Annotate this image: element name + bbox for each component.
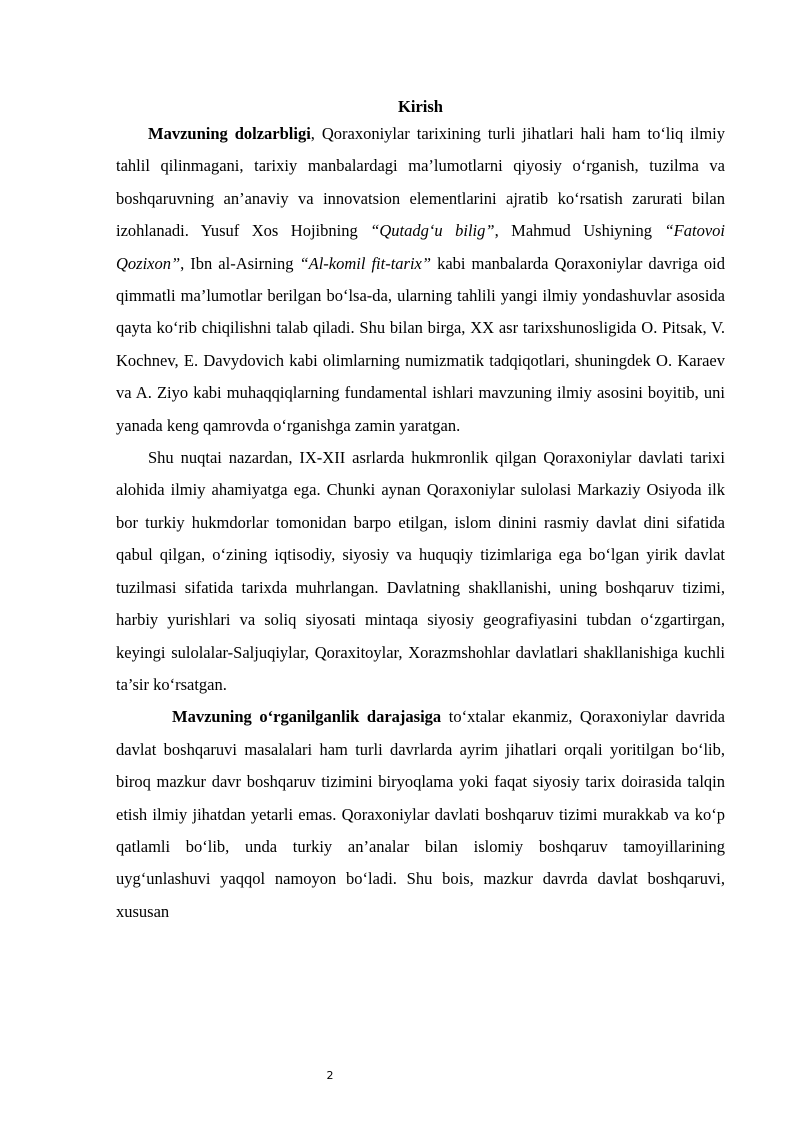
source-title: “Fatovoi Qozixon” bbox=[116, 221, 725, 273]
paragraph-text: to‘xtalar ekanmiz, Qoraxoniylar davrida davlat boshqaruvi masalalari ham turli davrlarda ayrim jihatlari orqali yoritilgan bo‘lib, biroq mazkur davr boshqaruv tizimini biryoqlama yoki faqat siyosiy tarix doirasida talqin etish ilmiy jihatdan yetarli emas. Qoraxoniylar davlati boshqaruv tizimi murakkab va ko‘p qatlamli bo‘lib, unda turkiy an’analar bilan islomiy boshqaruv tamoyillarining uyg‘unlashuvi yaqqol namoyon bo‘ladi. Shu bois, mazkur davrda davlat boshqaruvi, xususan bbox=[116, 707, 725, 921]
page-number: 2 bbox=[326, 1069, 334, 1082]
section-title: Kirish bbox=[398, 97, 443, 116]
document-page bbox=[116, 96, 725, 928]
paragraph-significance: Shu nuqtai nazardan, IX-XII asrlarda hukmronlik qilgan Qoraxoniylar davlati tarixi alohida ilmiy ahamiyatga ega. Chunki aynan Qoraxoniylar sulolasi Markaziy Osiyoda ilk bor turkiy hukmdorlar tomonidan barpo etilgan, islom dinini rasmiy davlat dini sifatida qabul qilgan, o‘zining iqtisodiy, siyosiy va huquqiy tizimlariga ega bo‘lgan yirik davlat tuzilmasi sifatida tarixda muhrlangan. Davlatning shakllanishi, uning boshqaruv tizimi, harbiy yurishlari va soliq siyosati mintaqa siyosiy geografiyasini tubdan o‘zgartirgan, keyingi sulolalar-Saljuqiylar, Qoraxitoylar, Xorazmshohlar davlatlari shakllanishiga kuchli ta’sir ko‘rsatgan. bbox=[116, 448, 725, 694]
paragraph-text: , Qoraxoniylar tarixining turli jihatlari hali ham to‘liq ilmiy tahlil qilinmagani, tarixiy manbalardagi ma’lumotlarni qiyosiy o‘rganish, tuzilma va boshqaruvning an’anaviy va innovatsion elementlarini ajratib ko‘rsatish zarurati bilan izohlanadi. Yusuf Xos Hojibning bbox=[116, 124, 725, 241]
source-title: “Al-komil fit-tarix” bbox=[299, 253, 432, 273]
paragraph-relevance bbox=[116, 118, 725, 442]
paragraph-text: , Ibn al-Asirning bbox=[180, 253, 300, 273]
paragraph-study-level bbox=[116, 701, 725, 928]
paragraph-text: kabi manbalarda Qoraxoniylar davriga oid qimmatli ma’lumotlar berilgan bo‘lsa-da, ularning tahlili yangi ilmiy yondashuvlar asosida qayta ko‘rib chiqilishni talab qiladi. Shu bilan birga, XX asr tarixshunosligida O. Pitsak, V. Kochnev, E. Davydovich kabi olimlarning numizmatik tadqiqotlari, shuningdek O. Karaev va A. Ziyo kabi muhaqqiqlarning fundamental ishlari mavzuning ilmiy asosini boyitib, uni yanada keng qamrovda o‘rganishga zamin yaratgan. bbox=[116, 253, 725, 435]
paragraph-text: , Mahmud Ushiyning bbox=[494, 221, 665, 241]
source-title: “Qutadg‘u bilig” bbox=[370, 221, 495, 241]
relevance-heading: Mavzuning dolzarbligi bbox=[148, 124, 311, 143]
study-level-heading: Mavzuning o‘rganilganlik darajasiga bbox=[172, 707, 442, 727]
